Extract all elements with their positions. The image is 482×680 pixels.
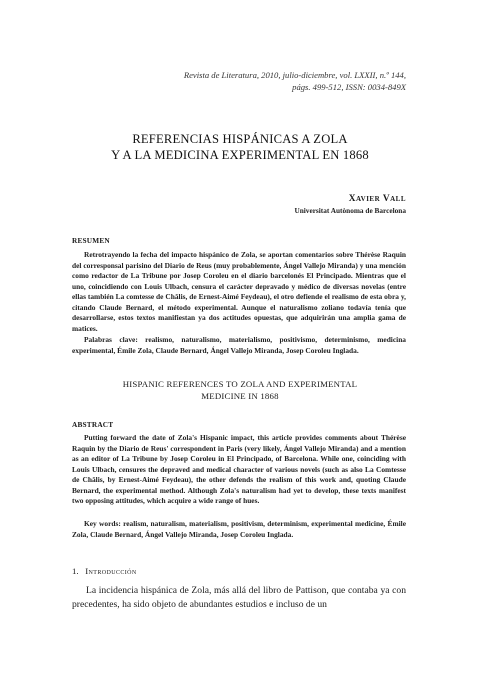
resumen-keywords: Palabras clave: realismo, naturalismo, materialismo, positivismo, determinismo, medicina experimental, Émile Zola, Claude Bernard, Ángel Vallejo Miranda, Josep Coroleu Inglada. <box>72 335 406 355</box>
author-name: Xavier Vall <box>348 194 406 204</box>
english-title <box>80 378 400 402</box>
english-title-line2: MEDICINE IN 1868 <box>201 391 279 401</box>
section-body-text: La incidencia hispánica de Zola, más allá del libro de Pattison, que contaba ya con precedentes, ha sido objeto de abundantes estudios e incluso de un <box>72 585 406 611</box>
abstract-text: Putting forward the date of Zola's Hispanic impact, this article provides comments about Thérèse Raquin by the Diario de Reus' correspondent in Paris (very likely, Ángel Vallejo Miranda) and a mention as an editor of La Tribune by Josep Coroleu in El Principado, of Barcelona. While one, coinciding with Louis Ulbach, censures the depraved and medical character of various novels (such as also La Comtesse de Châlis, by Ernest-Aimé Feydeau), the other defends the realism of this work and, quoting Claude Bernard, the experimental method. Although Zola's naturalism had yet to develop, these texts manifest two opposing attitudes, which acquire a wide range of hues. <box>72 433 406 505</box>
abstract-heading: ABSTRACT <box>72 420 114 429</box>
journal-citation-line2: págs. 499-512, ISSN: 0034-849X <box>292 81 406 92</box>
author-affiliation: Universitat Autònoma de Barcelona <box>294 206 406 215</box>
english-title-line1: HISPANIC REFERENCES TO ZOLA AND EXPERIMENTAL <box>122 379 358 389</box>
section-title: Introducción <box>85 566 137 576</box>
journal-citation-line1: Revista de Literatura, 2010, julio-diciembre, vol. LXXII, n.º 144, <box>183 70 406 80</box>
article-title-line1: REFERENCIAS HISPÁNICAS A ZOLA <box>132 132 348 146</box>
resumen-text: Retrotrayendo la fecha del impacto hispánico de Zola, se aportan comentarios sobre Thérèse Raquin del corresponsal parisino del Diario de Reus (muy probablemente, Ángel Vallejo Miranda) y una mención como redactor de La Tribune por Josep Coroleu en el diario barcelonés El Principado. Mientras que el uno, coincidiendo con Louis Ulbach, censura el carácter depravado y médico de diversas novelas (entre ellas también La comtesse de Châlis, de Ernest-Aimé Feydeau), el otro defiende el realismo de esta obra y, citando Claude Bernard, el método experimental. Aunque el naturalismo zoliano todavía tenía que desarrollarse, estos textos manifiestan ya dos actitudes opuestas, que adquirirán una amplia gama de matices. <box>72 250 406 333</box>
journal-citation <box>106 70 406 93</box>
section-number: 1. <box>72 566 79 576</box>
article-title-line2: Y A LA MEDICINA EXPERIMENTAL EN 1868 <box>111 148 369 162</box>
resumen-heading: RESUMEN <box>72 236 110 245</box>
section-heading <box>72 565 137 577</box>
article-title <box>80 131 400 163</box>
abstract-keywords: Key words: realism, naturalism, materialism, positivism, determinism, experimental medicine, Émile Zola, Claude Bernard, Ángel Vallejo Miranda, Josep Coroleu Inglada. <box>72 519 406 539</box>
